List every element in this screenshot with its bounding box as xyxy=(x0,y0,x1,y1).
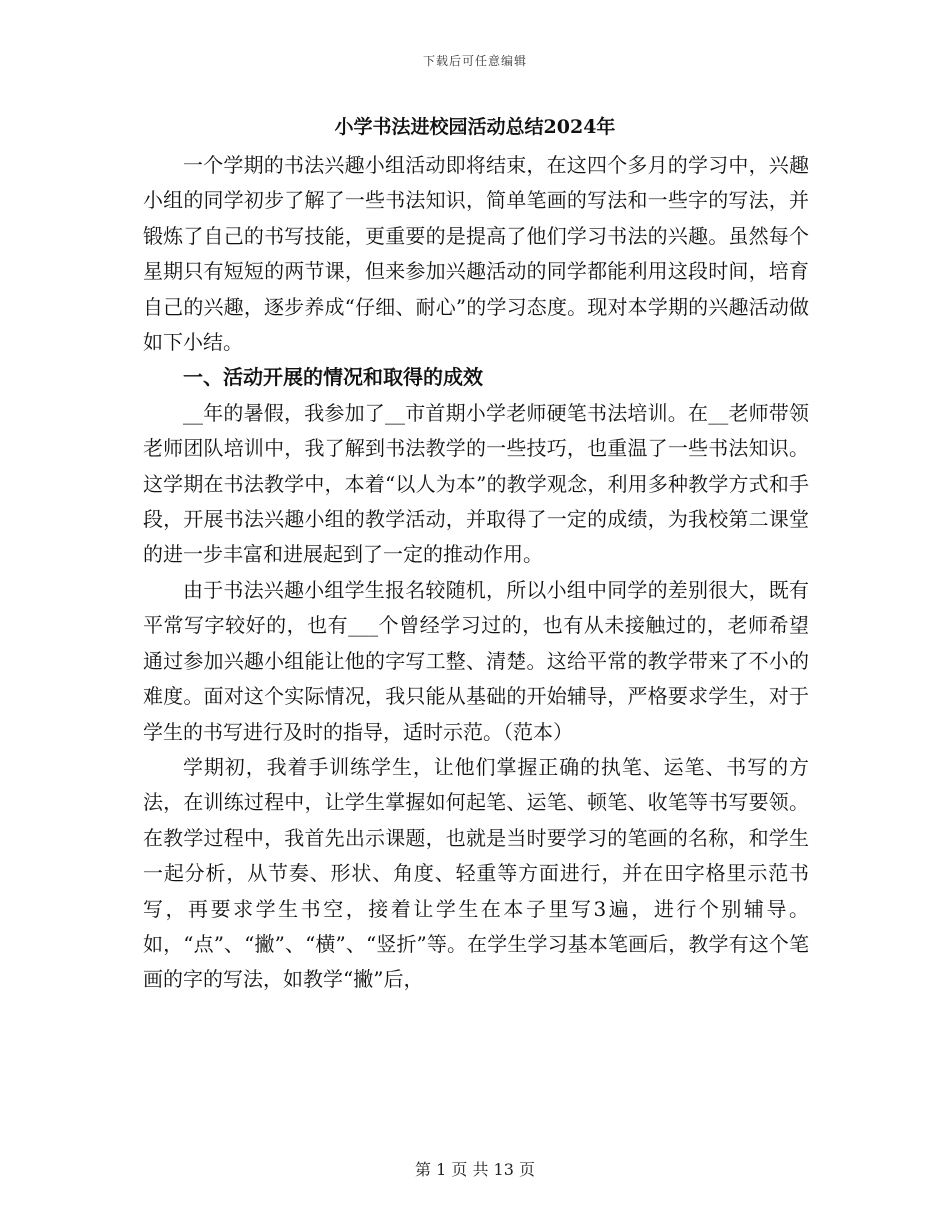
document-body xyxy=(143,148,809,998)
intro-paragraph: 一个学期的书法兴趣小组活动即将结束，在这四个多月的学习中，兴趣小组的同学初步了解了一些书法知识，简单笔画的写法和一些字的写法，并锻炼了自己的书写技能，更重要的是提高了他们学习书法的兴趣。虽然每个星期只有短短的两节课，但来参加兴趣活动的同学都能利用这段时间，培育自己的兴趣，逐步养成“仔细、耐心”的学习态度。现对本学期的兴趣活动做如下小结。 xyxy=(143,153,809,355)
body-paragraph: 学期初，我着手训练学生，让他们掌握正确的执笔、运笔、书写的方法，在训练过程中，让学生掌握如何起笔、运笔、顿笔、收笔等书写要领。在教学过程中，我首先出示课题，也就是当时要学习的笔画的名称，和学生一起分析，从节奏、形状、角度、轻重等方面进行，并在田字格里示范书写，再要求学生书空，接着让学生在本子里写3遍，进行个别辅导。如，“点”、“撇”、“横”、“竖折”等。在学生学习基本笔画后，教学有这个笔画的字的写法，如教学“撇”后， xyxy=(143,754,809,992)
document-title: 小学书法进校园活动总结2024年 xyxy=(334,116,616,138)
section-heading: 一、活动开展的情况和取得的成效 xyxy=(183,365,483,390)
body-paragraph: __年的暑假，我参加了__市首期小学老师硬笔书法培训。在__老师带领老师团队培训中，我了解到书法教学的一些技巧，也重温了一些书法知识。这学期在书法教学中，本着“以人为本”的教学观念，利用多种教学方式和手段，开展书法兴趣小组的教学活动，并取得了一定的成绩，为我校第二课堂的进一步丰富和进展起到了一定的推动作用。 xyxy=(143,400,809,567)
header-note: 下载后可任意编辑 xyxy=(422,54,527,68)
body-paragraph: 由于书法兴趣小组学生报名较随机，所以小组中同学的差别很大，既有平常写字较好的，也有___个曾经学习过的，也有从未接触过的，老师希望通过参加兴趣小组能让他的字写工整、清楚。这给平常的教学带来了不小的难度。面对这个实际情况，我只能从基础的开始辅导，严格要求学生，对于学生的书写进行及时的指导，适时示范。（范本） xyxy=(143,577,809,744)
page-number: 第 1 页 共 13 页 xyxy=(415,1160,535,1179)
